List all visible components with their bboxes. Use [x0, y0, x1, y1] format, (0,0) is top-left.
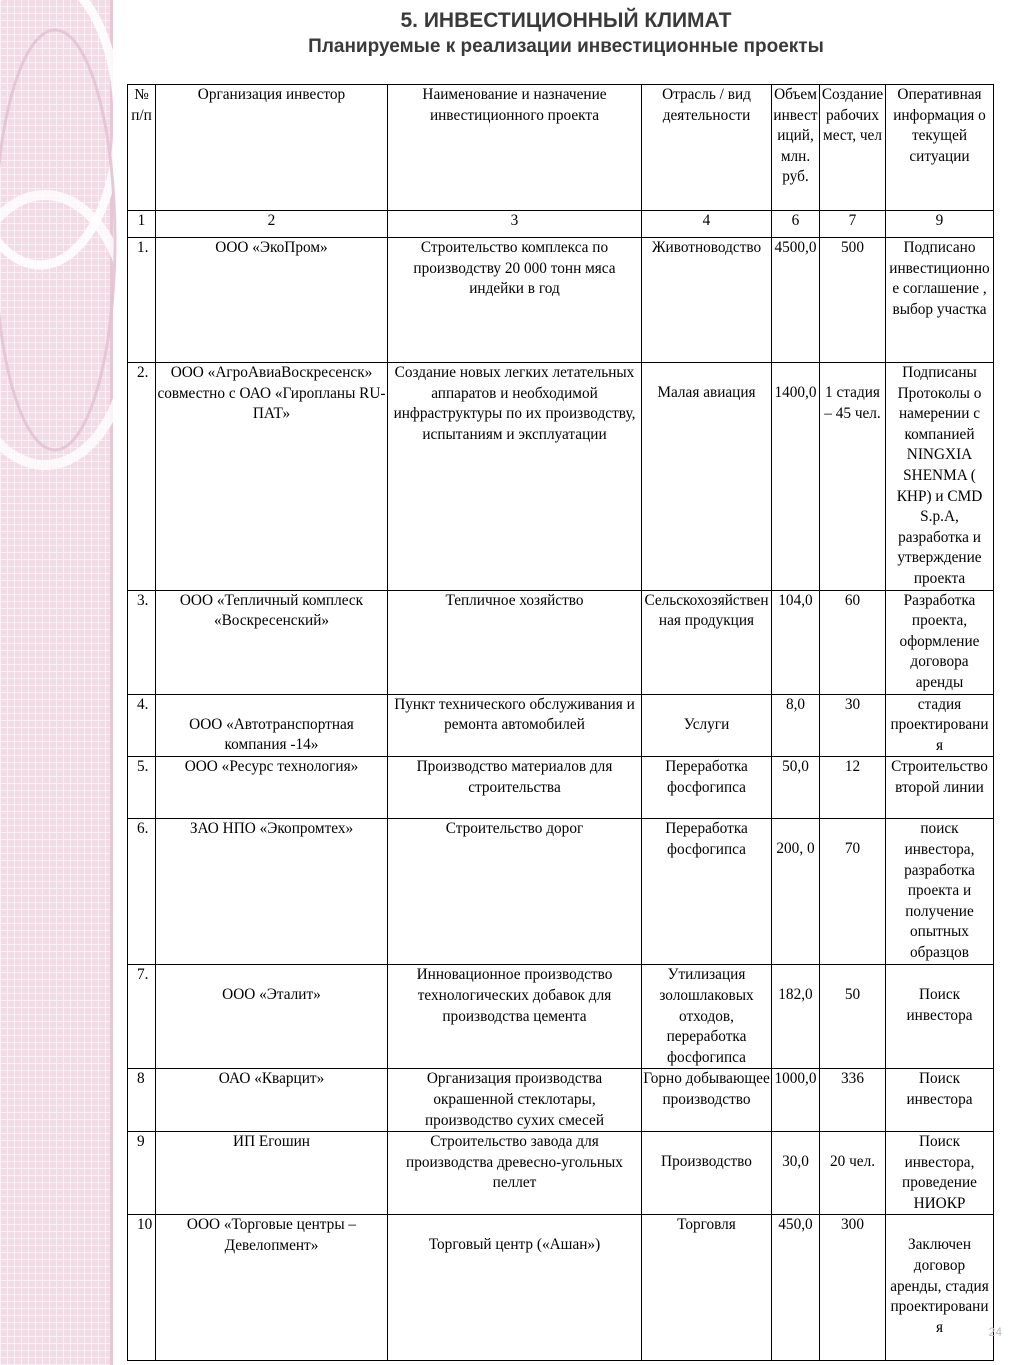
table-row — [128, 1069, 994, 1132]
header-cell: Объем инвестиций, млн. руб. — [772, 85, 820, 211]
table-row — [128, 819, 994, 965]
investment-cell: 30,0 — [772, 1132, 820, 1215]
jobs-cell: 60 — [820, 590, 886, 694]
table-row — [128, 238, 994, 363]
status-cell: стадия проектирования — [886, 694, 994, 757]
investor-cell: ЗАО НПО «Экопромтех» — [156, 819, 388, 965]
project-cell: Строительство завода для производства древесно-угольных пеллет — [388, 1132, 642, 1215]
status-cell: Подписаны Протоколы о намерении с компанией NINGXIA SHENMA ( КНР) и CMD S.p.A, разработка и утверждение проекта — [886, 363, 994, 591]
project-cell: Торговый центр («Ашан») — [388, 1215, 642, 1361]
header-cell: Оперативная информация о текущей ситуации — [886, 85, 994, 211]
page-number: 24 — [988, 1325, 1002, 1339]
industry-cell: Сельскохозяйственная продукция — [642, 590, 772, 694]
column-number-row — [128, 211, 994, 238]
industry-cell: Переработка фосфогипса — [642, 819, 772, 965]
investor-cell: ООО «Торговые центры – Девелопмент» — [156, 1215, 388, 1361]
investment-cell: 200, 0 — [772, 819, 820, 965]
row-number: 5. — [128, 757, 156, 819]
row-number: 10 — [128, 1215, 156, 1361]
row-number: 2. — [128, 363, 156, 591]
row-number: 3. — [128, 590, 156, 694]
jobs-cell: 70 — [820, 819, 886, 965]
jobs-cell: 1 стадия – 45 чел. — [820, 363, 886, 591]
project-cell: Строительство комплекса по производству 20 000 тонн мяса индейки в год — [388, 238, 642, 363]
jobs-cell: 20 чел. — [820, 1132, 886, 1215]
table-row — [128, 1132, 994, 1215]
table-row — [128, 363, 994, 591]
status-cell: Строительство второй линии — [886, 757, 994, 819]
column-number: 2 — [156, 211, 388, 238]
row-number: 6. — [128, 819, 156, 965]
status-cell: Поиск инвестора — [886, 1069, 994, 1132]
investor-cell: ООО «Автотранспортная компания -14» — [156, 694, 388, 757]
project-cell: Инновационное производство технологических добавок для производства цемента — [388, 965, 642, 1069]
row-number: 7. — [128, 965, 156, 1069]
column-number: 9 — [886, 211, 994, 238]
column-number: 6 — [772, 211, 820, 238]
investment-cell: 104,0 — [772, 590, 820, 694]
column-number: 3 — [388, 211, 642, 238]
industry-cell: Малая авиация — [642, 363, 772, 591]
status-cell: Подписано инвестиционное соглашение , выбор участка — [886, 238, 994, 363]
page-subtitle: Планируемые к реализации инвестиционные проекты — [308, 36, 824, 57]
column-number: 1 — [128, 211, 156, 238]
table-row — [128, 590, 994, 694]
industry-cell: Утилизация золошлаковых отходов, переработка фосфогипса — [642, 965, 772, 1069]
header-cell: Организация инвестор — [156, 85, 388, 211]
column-number: 7 — [820, 211, 886, 238]
status-cell: поиск инвестора, разработка проекта и получение опытных образцов — [886, 819, 994, 965]
investment-cell: 4500,0 — [772, 238, 820, 363]
table-row — [128, 694, 994, 757]
jobs-cell: 30 — [820, 694, 886, 757]
status-cell: Разработка проекта, оформление договора аренды — [886, 590, 994, 694]
header-cell: Наименование и назначение инвестиционного проекта — [388, 85, 642, 211]
project-cell: Тепличное хозяйство — [388, 590, 642, 694]
investor-cell: ООО «Тепличный комплеск «Воскресенский» — [156, 590, 388, 694]
table-row — [128, 757, 994, 819]
header-cell: Отрасль / вид деятельности — [642, 85, 772, 211]
status-cell: Поиск инвестора, проведение НИОКР — [886, 1132, 994, 1215]
row-number: 8 — [128, 1069, 156, 1132]
investor-cell: ООО «ЭкоПром» — [156, 238, 388, 363]
jobs-cell: 300 — [820, 1215, 886, 1361]
row-number: 4. — [128, 694, 156, 757]
industry-cell: Переработка фосфогипса — [642, 757, 772, 819]
jobs-cell: 336 — [820, 1069, 886, 1132]
column-number: 4 — [642, 211, 772, 238]
industry-cell: Животноводство — [642, 238, 772, 363]
jobs-cell: 50 — [820, 965, 886, 1069]
investor-cell: ОАО «Кварцит» — [156, 1069, 388, 1132]
investor-cell: ООО «Ресурс технология» — [156, 757, 388, 819]
status-cell: Заключен договор аренды, стадия проектирования — [886, 1215, 994, 1361]
investment-cell: 182,0 — [772, 965, 820, 1069]
decorative-swirl — [0, 0, 140, 520]
industry-cell: Производство — [642, 1132, 772, 1215]
industry-cell: Торговля — [642, 1215, 772, 1361]
jobs-cell: 500 — [820, 238, 886, 363]
investor-cell: ООО «Эталит» — [156, 965, 388, 1069]
jobs-cell: 12 — [820, 757, 886, 819]
project-cell: Организация производства окрашенной стеклотары, производство сухих смесей — [388, 1069, 642, 1132]
investor-cell: ИП Егошин — [156, 1132, 388, 1215]
row-number: 1. — [128, 238, 156, 363]
status-cell: Поиск инвестора — [886, 965, 994, 1069]
row-number: 9 — [128, 1132, 156, 1215]
table-row — [128, 1215, 994, 1361]
table-row — [128, 965, 994, 1069]
investor-cell: ООО «АгроАвиаВоскресенск» совместно с ОАО «Гиропланы RU-ПАТ» — [156, 363, 388, 591]
project-cell: Создание новых легких летательных аппаратов и необходимой инфраструктуры по их производству, испытаниям и эксплуатации — [388, 363, 642, 591]
header-cell: № п/п — [128, 85, 156, 211]
page-title: 5. ИНВЕСТИЦИОННЫЙ КЛИМАТ — [400, 9, 732, 32]
investment-cell: 1400,0 — [772, 363, 820, 591]
project-cell: Строительство дорог — [388, 819, 642, 965]
table-header-row — [128, 85, 994, 211]
header-cell: Создание рабочих мест, чел — [820, 85, 886, 211]
investment-cell: 1000,0 — [772, 1069, 820, 1132]
industry-cell: Горно добывающее производство — [642, 1069, 772, 1132]
project-cell: Пункт технического обслуживания и ремонта автомобилей — [388, 694, 642, 757]
header — [128, 8, 1004, 60]
investment-projects-table — [127, 84, 994, 1361]
investment-cell: 450,0 — [772, 1215, 820, 1361]
investment-cell: 8,0 — [772, 694, 820, 757]
project-cell: Производство материалов для строительства — [388, 757, 642, 819]
investment-cell: 50,0 — [772, 757, 820, 819]
industry-cell: Услуги — [642, 694, 772, 757]
